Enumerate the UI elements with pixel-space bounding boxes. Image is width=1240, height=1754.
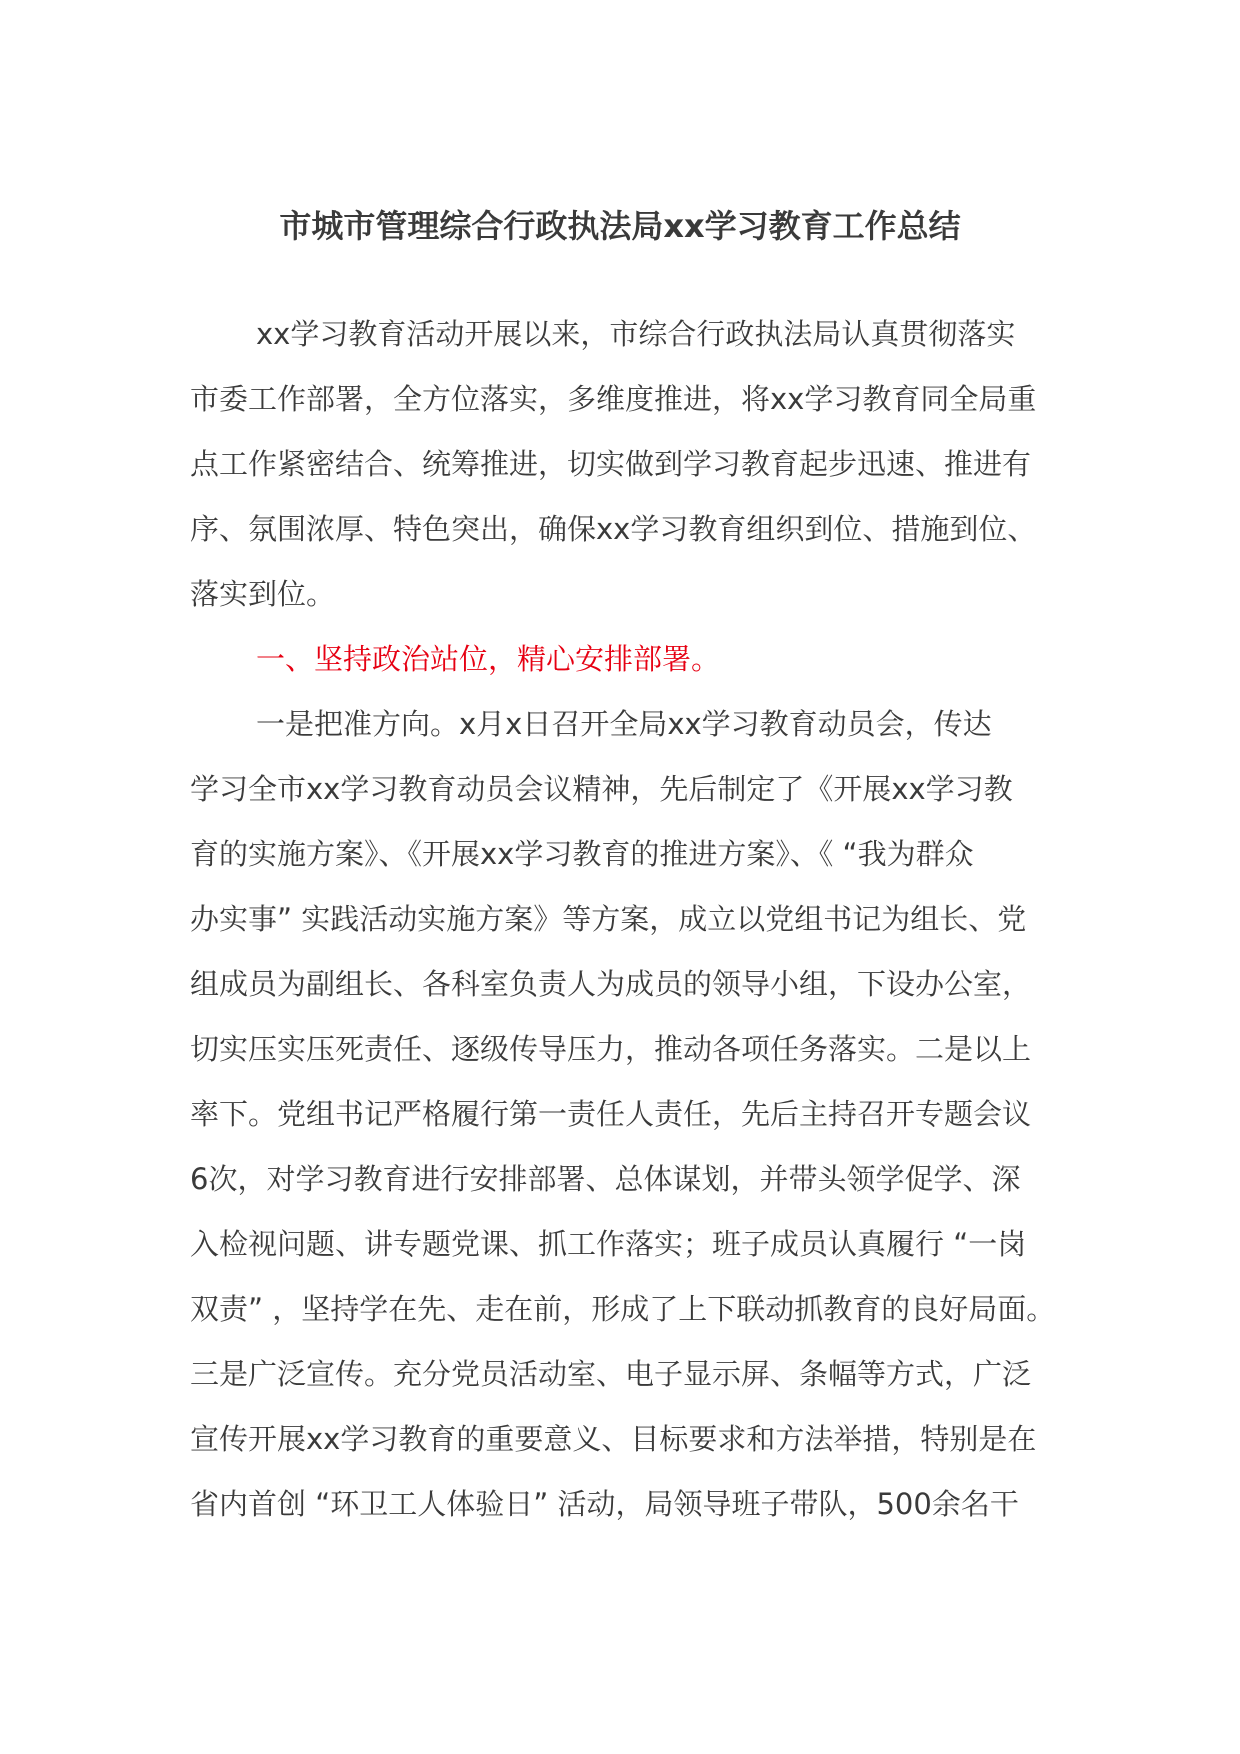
body-line: 办实事” 实践活动实施方案》等方案，成立以党组书记为组长、党 — [190, 902, 1027, 936]
body-line: 市委工作部署，全方位落实，多维度推进，将xx学习教育同全局重 — [190, 382, 1037, 416]
body-line: 序、氛围浓厚、特色突出，确保xx学习教育组织到位、措施到位、 — [190, 512, 1037, 546]
document-body — [190, 302, 1070, 1537]
body-line: 点工作紧密结合、统筹推进，切实做到学习教育起步迅速、推进有 — [190, 447, 1032, 481]
body-line: 一是把准方向。x月x日召开全局xx学习教育动员会，传达 — [256, 707, 992, 741]
body-line: 切实压实压死责任、逐级传导压力，推动各项任务落实。二是以上 — [190, 1032, 1032, 1066]
section-heading: 一、坚持政治站位，精心安排部署。 — [256, 642, 721, 676]
body-line: 三是广泛宣传。充分党员活动室、电子显示屏、条幅等方式，广泛 — [190, 1357, 1032, 1391]
body-line: 率下。党组书记严格履行第一责任人责任，先后主持召开专题会议 — [190, 1097, 1032, 1131]
body-line: 入检视问题、讲专题党课、抓工作落实；班子成员认真履行 “一岗 — [190, 1227, 1027, 1261]
body-line: 组成员为副组长、各科室负责人为成员的领导小组，下设办公室， — [190, 967, 1032, 1001]
body-line: 6次，对学习教育进行安排部署、总体谋划，并带头领学促学、深 — [190, 1162, 1021, 1196]
body-line: 落实到位。 — [190, 577, 336, 611]
body-line: 双责” ，坚持学在先、走在前，形成了上下联动抓教育的良好局面。 — [190, 1292, 1056, 1326]
document-title: 市城市管理综合行政执法局xx学习教育工作总结 — [279, 207, 961, 245]
body-line: 宣传开展xx学习教育的重要意义、目标要求和方法举措，特别是在 — [190, 1422, 1037, 1456]
body-line: 学习全市xx学习教育动员会议精神，先后制定了《开展xx学习教 — [190, 772, 1013, 806]
body-line: 省内首创 “环卫工人体验日” 活动，局领导班子带队，500余名干 — [190, 1487, 1019, 1521]
body-line: xx学习教育活动开展以来，市综合行政执法局认真贯彻落实 — [256, 317, 1016, 351]
body-line: 育的实施方案》、《开展xx学习教育的推进方案》、《 “我为群众 — [190, 837, 974, 871]
